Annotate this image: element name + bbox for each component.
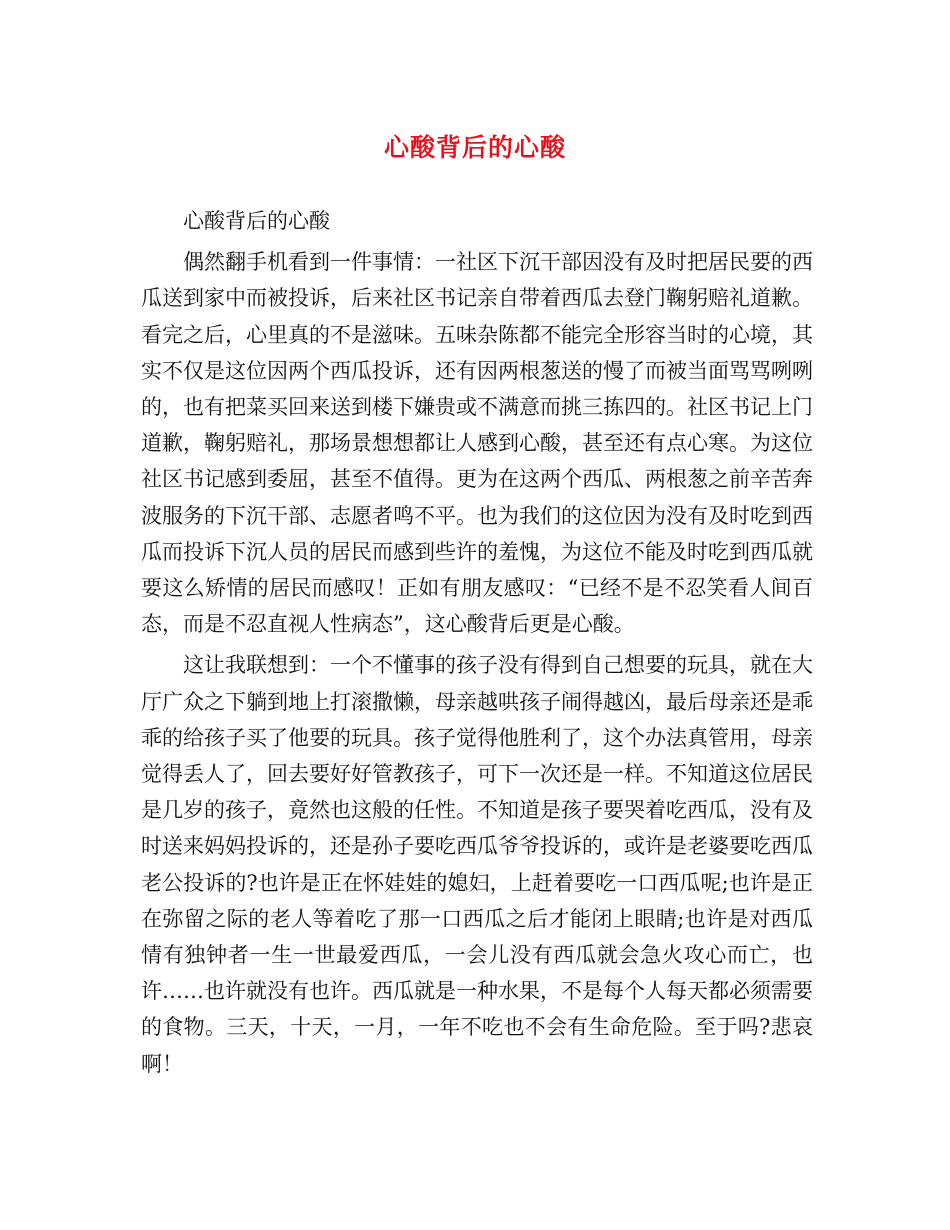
document-subheading: 心酸背后的心酸 [183, 209, 330, 233]
document-paragraph-1: 偶然翻手机看到一件事情：一社区下沉干部因没有及时把居民要的西瓜送到家中而被投诉，后来社区书记亲自带着西瓜去登门鞠躬赔礼道歉。看完之后，心里真的不是滋味。五味杂陈都不能完全形容当时的心境，其实不仅是这位因两个西瓜投诉，还有因两根葱送的慢了而被当面骂骂咧咧的，也有把菜买回来送到楼下嫌贵或不满意而挑三拣四的。社区书记上门道歉，鞠躬赔礼，那场景想想都让人感到心酸，甚至还有点心寒。为这位社区书记感到委屈，甚至不值得。更为在这两个西瓜、两根葱之前辛苦奔波服务的下沉干部、志愿者鸣不平。也为我们的这位因为没有及时吃到西瓜而投诉下沉人员的居民而感到些许的羞愧，为这位不能及时吃到西瓜就要这么矫情的居民而感叹！正如有朋友感叹：“已经不是不忍笑看人间百态，而是不忍直视人性病态”，这心酸背后更是心酸。 [141, 250, 813, 637]
document-paragraph-2: 这让我联想到：一个不懂事的孩子没有得到自己想要的玩具，就在大厅广众之下躺到地上打滚撒懒，母亲越哄孩子闹得越凶，最后母亲还是乖乖的给孩子买了他要的玩具。孩子觉得他胜利了，这个办法真管用，母亲觉得丢人了，回去要好好管教孩子，可下一次还是一样。不知道这位居民是几岁的孩子，竟然也这般的任性。不知道是孩子要哭着吃西瓜，没有及时送来妈妈投诉的，还是孙子要吃西瓜爷爷投诉的，或许是老婆要吃西瓜老公投诉的?也许是正在怀娃娃的媳妇，上赶着要吃一口西瓜呢;也许是正在弥留之际的老人等着吃了那一口西瓜之后才能闭上眼睛;也许是对西瓜情有独钟者一生一世最爱西瓜，一会儿没有西瓜就会急火攻心而亡，也许……也许就没有也许。西瓜就是一种水果，不是每个人每天都必须需要的食物。三天，十天，一月，一年不吃也不会有生命危险。至于吗?悲哀啊！ [141, 653, 813, 1076]
document-title: 心酸背后的心酸 [383, 133, 566, 162]
document-body [141, 203, 813, 1082]
